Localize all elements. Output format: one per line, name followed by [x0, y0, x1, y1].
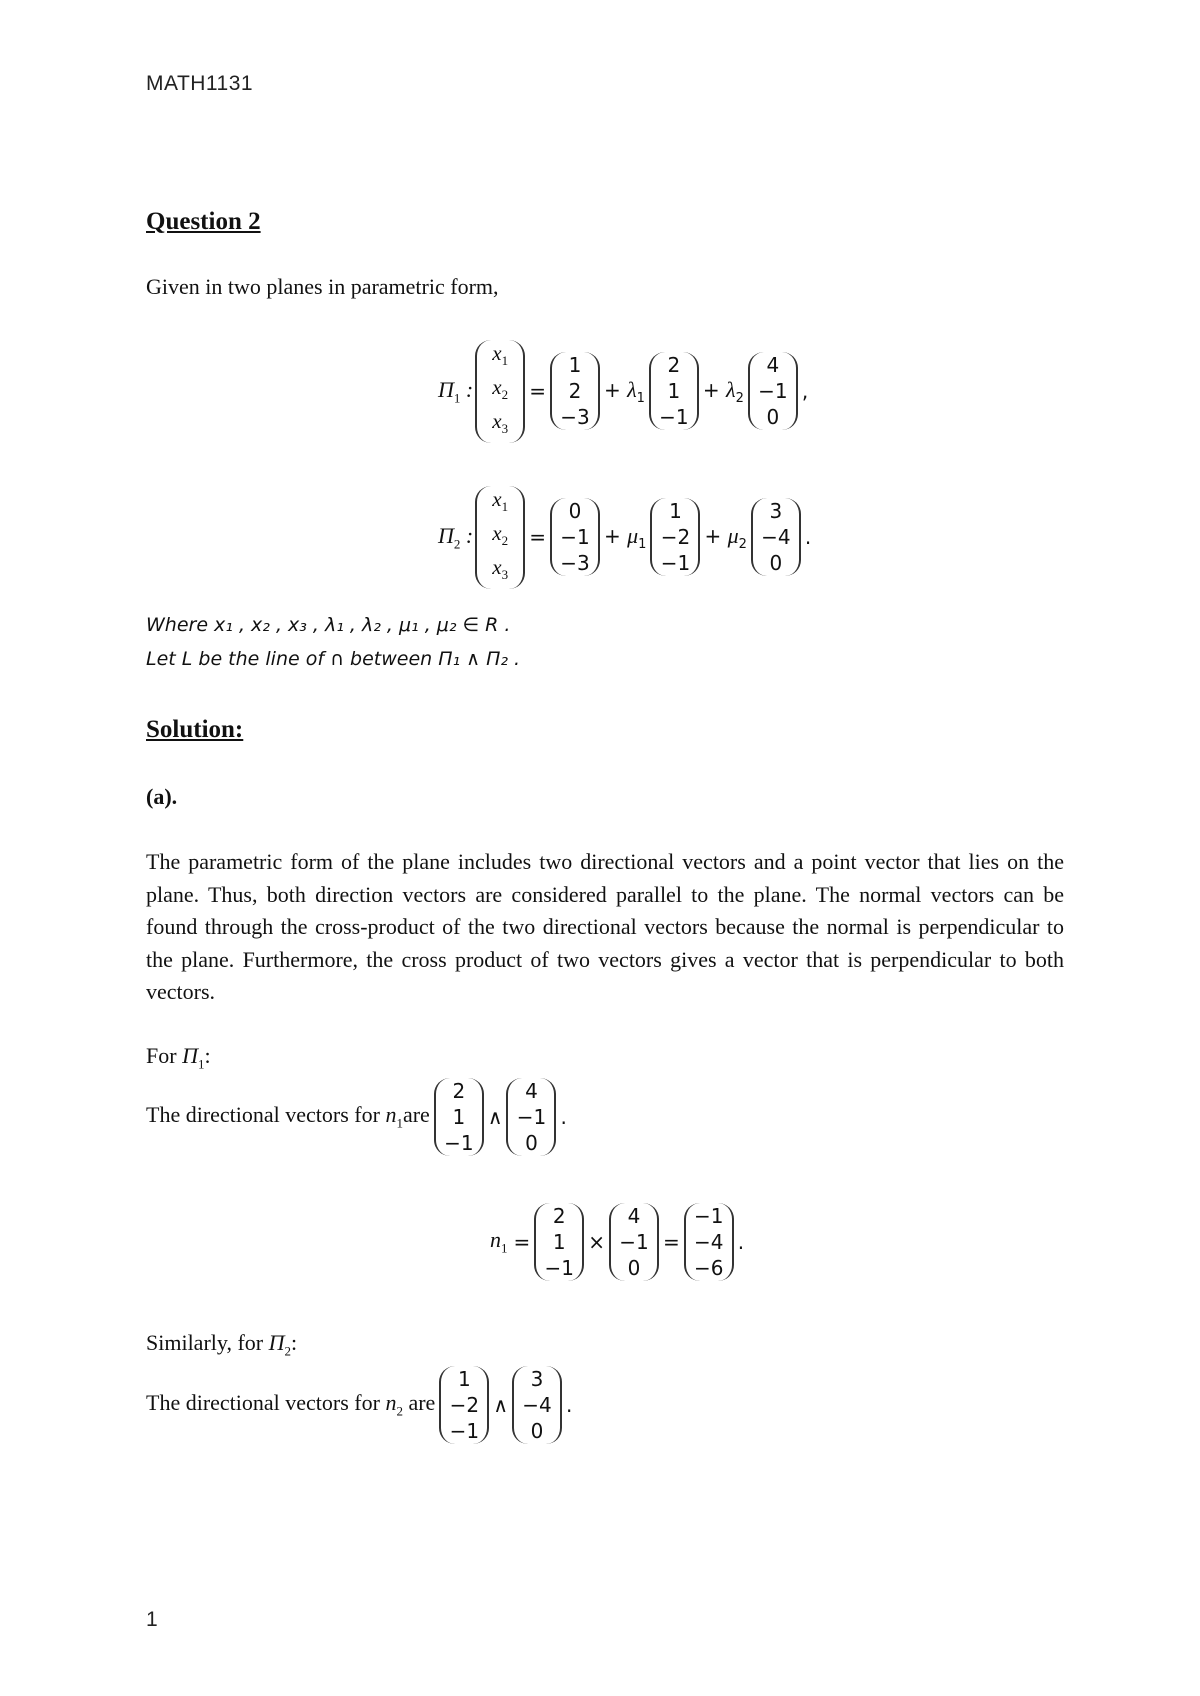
- end-punct: .: [565, 1393, 573, 1417]
- cross-product-n1: [490, 1203, 748, 1281]
- cross-result-vector: −1 −4 −6: [684, 1203, 734, 1281]
- let-line: Let L be the line of ∩ between Π₁ ∧ Π₂ .: [146, 648, 521, 670]
- plane1-equation: [438, 340, 812, 443]
- directional-text: The directional vectors for $n_1are$: [146, 1102, 430, 1131]
- equals-sign: =: [513, 1230, 531, 1254]
- plus-param1: + $\lambda_1$: [603, 376, 645, 406]
- page-number: 1: [146, 1608, 158, 1631]
- cross-vector-b: 4 −1 0: [609, 1203, 659, 1281]
- intro-text: Given in two planes in parametric form,: [146, 274, 499, 299]
- plane1-direction-vector-1: 2 1 −1: [649, 352, 699, 430]
- plane2-lhs-vector: $x_1$ $x_2$ $x_3$: [475, 486, 525, 589]
- plane2-direction-vector-1: 1 −2 −1: [650, 498, 700, 576]
- direction-vector-b: 3 −4 0: [512, 1366, 562, 1444]
- direction-vector-b: 4 −1 0: [506, 1078, 556, 1156]
- where-line: Where x₁ , x₂ , x₃ , λ₁ , λ₂ , μ₁ , μ₂ ∈ R .: [146, 614, 511, 636]
- wedge-symbol: ∧: [487, 1105, 503, 1129]
- equals-sign: =: [529, 525, 546, 550]
- plane1-label: $\Pi_1$ :: [438, 376, 474, 405]
- solution-title: Solution:: [146, 716, 244, 743]
- plane1-point-vector: 1 2 −3: [550, 352, 600, 430]
- plane2-end-punct: .: [804, 525, 812, 550]
- for-plane2-line: Similarly, for $\Pi_2$:: [146, 1330, 298, 1359]
- equals-sign: =: [663, 1230, 680, 1254]
- plane1-lhs-vector: $x_1$ $x_2$ $x_3$: [475, 340, 525, 443]
- wedge-symbol: ∧: [493, 1393, 508, 1417]
- plane2-label: $\Pi_2$ :: [438, 522, 474, 551]
- end-punct: .: [560, 1105, 567, 1129]
- plus-param2: + $\mu_2$: [704, 522, 747, 552]
- plane2-direction-vector-2: 3 −4 0: [751, 498, 801, 576]
- end-punct: .: [737, 1230, 745, 1254]
- direction-vector-a: 2 1 −1: [434, 1078, 484, 1156]
- n1-label: $n_1$: [490, 1227, 508, 1256]
- direction-vector-a: 1 −2 −1: [439, 1366, 489, 1444]
- question-title: Question 2: [146, 208, 261, 235]
- part-a-paragraph: The parametric form of the plane includes two directional vectors and a point vector that lies on the plane. Thus, both direction vectors are considered parallel to the plane. The normal vectors can be found through the cross-product of the two directional vectors because the normal is perpendicular to the plane. Furthermore, the cross product of two vectors gives a vector that is perpendicular to both vectors.: [146, 849, 1064, 1004]
- course-header: MATH1131: [146, 72, 254, 95]
- plane1-direction-vector-2: 4 −1 0: [748, 352, 798, 430]
- plane1-directional-vectors: [146, 1078, 571, 1156]
- part-a-label: (a).: [146, 784, 178, 809]
- for-plane1-line: For $\Pi_1$:: [146, 1043, 211, 1072]
- directional-text: The directional vectors for $n_2$ are: [146, 1390, 436, 1419]
- plus-param2: + $\lambda_2$: [702, 376, 744, 406]
- plane1-end-punct: ,: [801, 379, 809, 404]
- cross-vector-a: 2 1 −1: [534, 1203, 584, 1281]
- plane2-equation: [438, 486, 815, 589]
- plane2-directional-vectors: [146, 1366, 576, 1444]
- plus-param1: + $\mu_1$: [603, 522, 647, 552]
- plane2-point-vector: 0 −1 −3: [550, 498, 600, 576]
- equals-sign: =: [529, 379, 546, 404]
- times-symbol: ×: [588, 1230, 606, 1254]
